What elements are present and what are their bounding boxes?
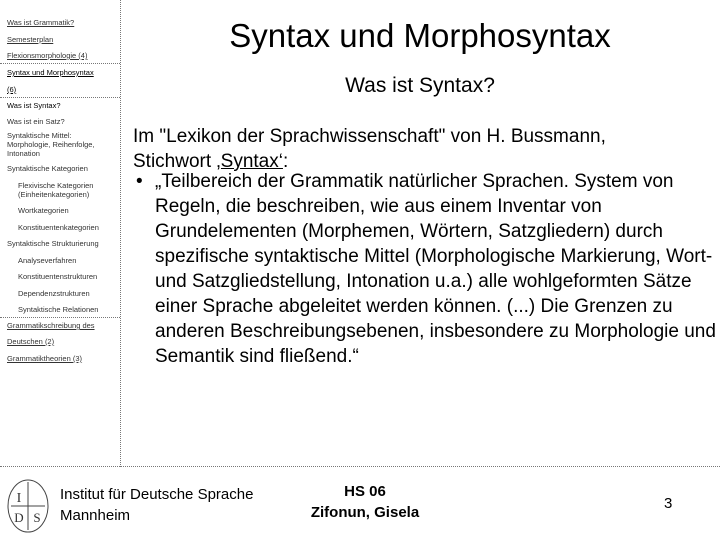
intro-paragraph — [133, 124, 713, 174]
intro-colon: : — [282, 151, 289, 172]
slide-title: Syntax und Morphosyntax — [229, 17, 611, 54]
svg-text:I: I — [16, 491, 22, 506]
nav-item-syntax-und-morphosyntax-count[interactable]: (6) — [7, 85, 17, 94]
footer-divider — [0, 466, 720, 467]
course-author: Zifonun, Gisela — [310, 504, 420, 521]
nav-item-was-ist-ein-satz[interactable]: Was ist ein Satz? — [7, 117, 65, 126]
intro-stichwort: Stichwort — [133, 151, 217, 172]
intro-text: Im "Lexikon der Sprachwissenschaft" von H. Bussmann, — [133, 126, 606, 147]
nav-item-deutschen[interactable]: Deutschen (2) — [7, 337, 55, 346]
sidebar-separator — [0, 63, 120, 64]
nav-item-was-ist-grammatik[interactable]: Was ist Grammatik? — [7, 18, 75, 27]
nav-item-grammatikschreibung[interactable]: Grammatikschreibung des — [7, 321, 95, 330]
nav-item-grammatiktheorien[interactable]: Grammatiktheorien (3) — [7, 354, 83, 363]
nav-item-analyseverfahren[interactable]: Analyseverfahren — [18, 256, 77, 265]
sidebar-divider — [120, 0, 121, 467]
page-number: 3 — [664, 495, 673, 512]
nav-item-semesterplan[interactable]: Semesterplan — [7, 35, 54, 44]
institute-line-2: Mannheim — [60, 507, 131, 524]
svg-text:D: D — [14, 510, 24, 525]
nav-item-syntaktische-strukturierung[interactable]: Syntaktische Strukturierung — [7, 239, 99, 248]
sidebar-separator — [0, 317, 120, 318]
nav-item-konstituentenstrukturen[interactable]: Konstituentenstrukturen — [18, 272, 98, 281]
nav-item-syntaktische-relationen[interactable]: Syntaktische Relationen — [18, 305, 99, 314]
institute-name — [60, 484, 253, 526]
navigation-sidebar — [0, 0, 120, 467]
nav-item-dependenzstrukturen[interactable]: Dependenzstrukturen — [18, 289, 90, 298]
nav-item-wortkategorien[interactable]: Wortkategorien — [18, 206, 69, 215]
sidebar-separator — [0, 97, 120, 98]
nav-item-syntaktische-mittel[interactable]: Syntaktische Mittel: Morphologie, Reihenfolge, Intonation — [7, 131, 95, 158]
course-code: HS 06 — [344, 483, 386, 500]
nav-item-flexivische-kategorien[interactable]: Flexivische Kategorien (Einheitenkategorien) — [18, 181, 94, 199]
course-info — [290, 481, 440, 523]
slide-subtitle: Was ist Syntax? — [345, 74, 495, 97]
nav-item-syntaktische-kategorien[interactable]: Syntaktische Kategorien — [7, 164, 88, 173]
ids-logo — [6, 478, 50, 534]
institute-line-1: Institut für Deutsche Sprache — [60, 486, 254, 503]
nav-item-flexionsmorphologie[interactable]: Flexionsmorphologie (4) — [7, 51, 88, 60]
svg-text:S: S — [33, 510, 41, 525]
nav-item-konstituentenkategorien[interactable]: Konstituentenkategorien — [18, 223, 99, 232]
intro-keyword: ‚Syntax‘ — [216, 151, 283, 172]
nav-item-was-ist-syntax[interactable]: Was ist Syntax? — [7, 101, 61, 110]
nav-item-syntax-und-morphosyntax[interactable]: Syntax und Morphosyntax — [7, 68, 94, 77]
bullet-marker: • — [136, 171, 143, 192]
definition-quote: „Teilbereich der Grammatik natürlicher Sprachen. System von Regeln, die beschreiben, wie aus einem Inventar von Grundelementen (Morphemen, Wörtern, Satzgliedern) durch spezifische syntaktische Mittel (Morphologische Markierung, Wort- und Satzgliedstellung, Intonation u.a.) alle wohlgeformten Sätze einer Sprache abgeleitet werden können. (...) Die Grenzen zu anderen Beschreibungsebenen, insbesondere zu Morphologie und Semantik sind fließend.“ — [155, 171, 716, 367]
